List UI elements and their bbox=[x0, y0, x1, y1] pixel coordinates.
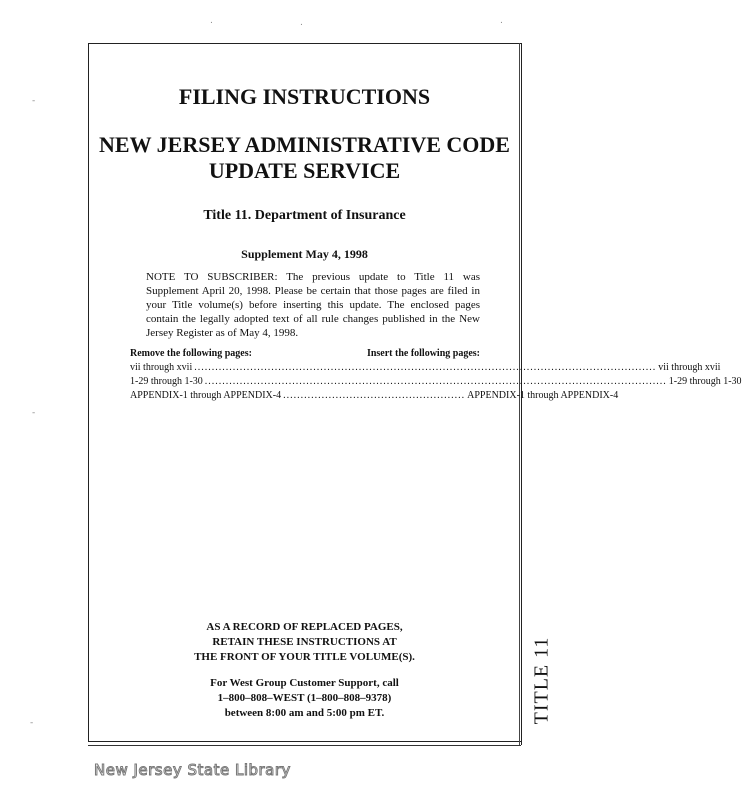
filing-instructions-heading: FILING INSTRUCTIONS bbox=[178, 84, 431, 109]
supplement-date: Supplement May 4, 1998 bbox=[241, 247, 368, 261]
record-line: THE FRONT OF YOUR TITLE VOLUME(S). bbox=[194, 651, 415, 663]
scan-speck: . bbox=[300, 18, 303, 28]
scan-speck: - bbox=[30, 718, 34, 728]
leader-dots: .................................................................................................................................... bbox=[194, 362, 657, 373]
leader-dots: .................................................... bbox=[283, 390, 466, 401]
remove-pages: vii through xvii bbox=[130, 362, 193, 373]
scan-speck: . bbox=[210, 16, 213, 26]
library-stamp: New Jersey State Library bbox=[94, 761, 291, 779]
remove-pages: APPENDIX-1 through APPENDIX-4 bbox=[130, 390, 282, 401]
insert-header: Insert the following pages: bbox=[366, 348, 480, 359]
insert-pages: vii through xvii bbox=[658, 362, 721, 373]
record-instructions bbox=[88, 620, 521, 665]
customer-support bbox=[88, 676, 521, 721]
subscriber-note bbox=[130, 270, 480, 340]
pages-table-header bbox=[120, 347, 480, 361]
insert-pages: 1-29 through 1-30 bbox=[668, 376, 742, 387]
pages-table bbox=[120, 347, 742, 403]
table-row bbox=[120, 361, 721, 375]
table-row bbox=[120, 389, 619, 403]
insert-pages: APPENDIX-1 through APPENDIX-4 bbox=[467, 390, 619, 401]
support-phone: 1–800–808–WEST (1–800–808–9378) bbox=[217, 692, 392, 704]
code-heading-line2: UPDATE SERVICE bbox=[208, 158, 401, 183]
leader-dots: .................................................................................................................................... bbox=[204, 376, 667, 387]
code-heading-line1: NEW JERSEY ADMINISTRATIVE CODE bbox=[99, 132, 510, 157]
code-heading bbox=[88, 132, 521, 184]
record-line: RETAIN THESE INSTRUCTIONS AT bbox=[212, 636, 397, 648]
frame-bottom-rule bbox=[88, 745, 521, 746]
title-heading: Title 11. Department of Insurance bbox=[203, 208, 406, 223]
remove-header: Remove the following pages: bbox=[130, 348, 252, 359]
remove-pages: 1-29 through 1-30 bbox=[130, 376, 203, 387]
table-row bbox=[120, 375, 742, 389]
record-line: AS A RECORD OF REPLACED PAGES, bbox=[206, 621, 403, 633]
side-tab-label: TITLE 11 bbox=[530, 636, 553, 724]
subscriber-note-text: NOTE TO SUBSCRIBER: The previous update to Title 11 was Supplement April 20, 1998. Please be certain that those pages are filed in your Title volume(s) before inserting this update. The enclosed pages contain the legally adopted text of all rule changes published in the New Jersey Register as of May 4, 1998. bbox=[146, 271, 480, 339]
scan-speck: . bbox=[500, 16, 503, 26]
side-tab bbox=[527, 636, 557, 724]
scan-speck: - bbox=[32, 96, 36, 106]
support-line: For West Group Customer Support, call bbox=[210, 677, 399, 689]
support-hours: between 8:00 am and 5:00 pm ET. bbox=[224, 707, 385, 719]
scan-speck: - bbox=[32, 408, 36, 418]
